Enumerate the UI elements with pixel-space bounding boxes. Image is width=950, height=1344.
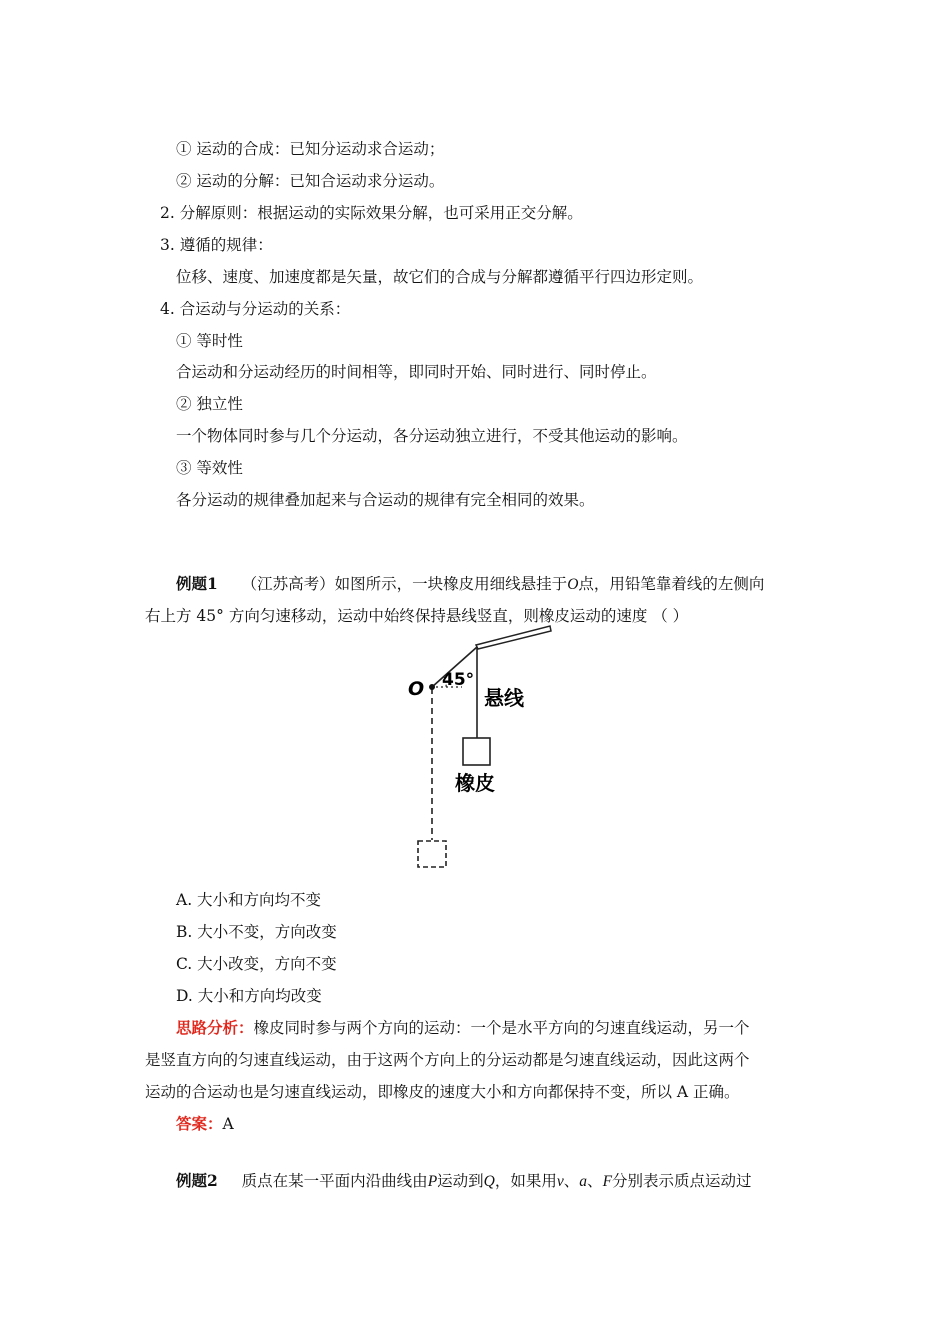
eraser-initial-box (418, 841, 446, 867)
example2-q: Q (483, 1173, 495, 1190)
option-d: D. 大小和方向均改变 (176, 987, 322, 1005)
item-isochronism-text: 合运动和分运动经历的时间相等，即同时开始、同时进行、同时停止。 (176, 363, 657, 381)
item-principle: 2. 分解原则：根据运动的实际效果分解，也可采用正交分解。 (160, 204, 583, 222)
item-equivalence: ③ 等效性 (176, 459, 243, 477)
eraser-label: 橡皮 (455, 771, 495, 795)
example1-line1 (176, 574, 764, 595)
item-synthesis: ① 运动的合成：已知分运动求合运动； (176, 140, 445, 158)
example2-text-3: ，如果用 (494, 1172, 557, 1190)
pendulum-figure (400, 625, 600, 875)
example1-text-a: （江苏高考）如图所示，一块橡皮用细线悬挂于 (241, 575, 568, 593)
answer-value: A (222, 1115, 234, 1133)
option-b: B. 大小不变，方向改变 (176, 923, 337, 941)
answer-line (176, 1114, 234, 1134)
example2-line1 (176, 1171, 752, 1192)
item-rule-heading: 3. 遵循的规律： (160, 236, 273, 254)
example2-sep2: 、 (587, 1172, 603, 1190)
example2-text-2: 运动到 (437, 1172, 484, 1190)
analysis-label: 思路分析： (176, 1018, 254, 1037)
item-relation-heading: 4. 合运动与分运动的关系： (160, 300, 351, 318)
example2-f: F (602, 1173, 613, 1190)
example2-p: P (427, 1173, 438, 1190)
item-rule-text: 位移、速度、加速度都是矢量，故它们的合成与分解都遵循平行四边形定则。 (176, 268, 704, 286)
example1-point-o: O (567, 576, 579, 593)
item-isochronism: ① 等时性 (176, 332, 243, 350)
analysis-line3: 运动的合运动也是匀速直线运动，即橡皮的速度大小和方向都保持不变，所以 A 正确。 (145, 1083, 740, 1101)
item-equivalence-text: 各分运动的规律叠加起来与合运动的规律有完全相同的效果。 (176, 491, 595, 509)
item-independence: ② 独立性 (176, 395, 243, 413)
example1-label: 例题1 (176, 574, 218, 593)
string-label: 悬线 (484, 686, 524, 710)
example1-line2: 右上方 45° 方向匀速移动，运动中始终保持悬线竖直，则橡皮运动的速度 （ ） (145, 607, 689, 625)
analysis-text-1: 橡皮同时参与两个方向的运动：一个是水平方向的匀速直线运动，另一个 (253, 1019, 750, 1037)
angle-label: 45° (442, 670, 475, 690)
pencil-shape (476, 626, 551, 649)
option-c: C. 大小改变，方向不变 (176, 955, 337, 973)
point-o-label: O (408, 678, 425, 700)
example2-sep1: 、 (563, 1172, 580, 1190)
eraser-box (463, 738, 490, 765)
example2-label: 例题2 (176, 1171, 218, 1190)
example2-text-1: 质点在某一平面内沿曲线由 (241, 1172, 428, 1190)
example2-v: v (556, 1173, 564, 1190)
item-independence-text: 一个物体同时参与几个分运动，各分运动独立进行，不受其他运动的影响。 (176, 427, 688, 445)
example2-a: a (579, 1173, 588, 1190)
answer-label: 答案： (176, 1114, 223, 1133)
analysis-line2: 是竖直方向的匀速直线运动，由于这两个方向上的分运动都是匀速直线运动，因此这两个 (145, 1051, 750, 1069)
example2-text-4: 分别表示质点运动过 (612, 1172, 752, 1190)
analysis-line1 (176, 1018, 750, 1038)
option-a: A. 大小和方向均不变 (176, 891, 322, 909)
example1-text-b: 点，用铅笔靠着线的左侧向 (578, 575, 765, 593)
point-o-dot (429, 684, 435, 690)
item-decomposition: ② 运动的分解：已知合运动求分运动。 (176, 172, 445, 190)
